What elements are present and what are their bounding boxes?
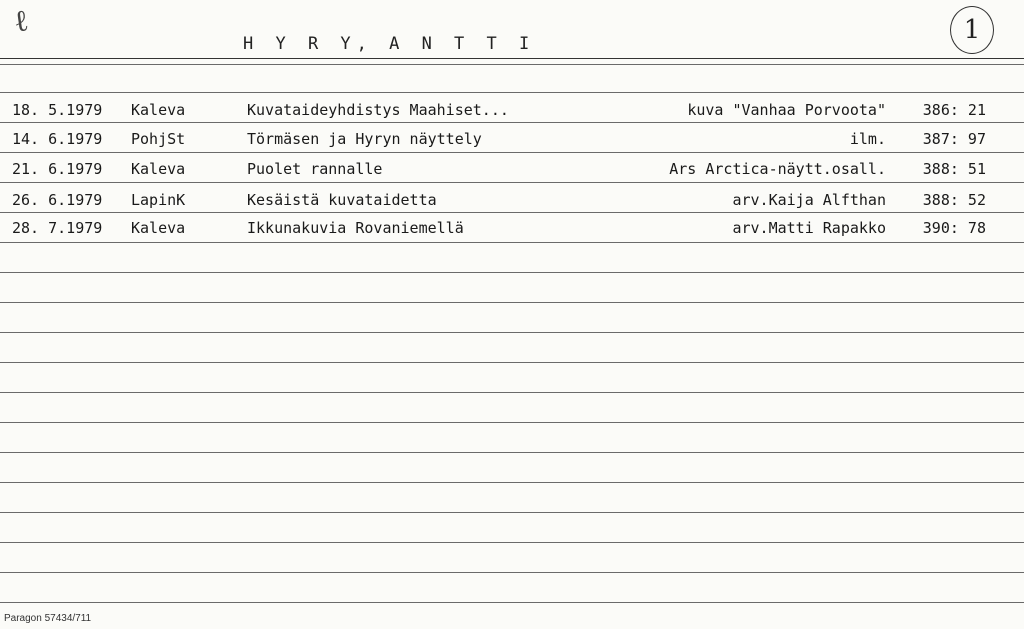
rule-line [0,242,1024,243]
rule-line [0,152,1024,153]
entry-note: arv.Matti Rapakko [732,219,886,237]
rule-line [0,362,1024,363]
entry-note: Ars Arctica-näytt.osall. [669,160,886,178]
entry-note: arv.Kaija Alfthan [732,191,886,209]
entry-reference: 388: 51 [922,160,986,178]
entry-reference: 390: 78 [922,219,986,237]
rule-line [0,64,1024,65]
entry-note: ilm. [849,130,886,148]
rule-line [0,122,1024,123]
rule-line [0,182,1024,183]
entry-date: 21. 6.1979 [12,160,103,178]
entry-date: 14. 6.1979 [12,130,103,148]
rule-line [0,272,1024,273]
entry-row [0,215,1024,239]
entry-date: 18. 5.1979 [12,101,103,119]
entry-date: 28. 7.1979 [12,219,103,237]
entry-row [0,97,1024,121]
entry-source: Kaleva [131,219,186,237]
entry-reference: 388: 52 [922,191,986,209]
rule-line [0,542,1024,543]
entry-source: LapinK [131,191,186,209]
entry-note: kuva "Vanhaa Porvoota" [687,101,886,119]
rule-line [0,302,1024,303]
rule-line [0,482,1024,483]
entry-date: 26. 6.1979 [12,191,103,209]
rule-line [0,422,1024,423]
rule-line [0,58,1024,59]
entry-title: Ikkunakuvia Rovaniemellä [247,219,464,237]
rule-line [0,572,1024,573]
card-number-circle [950,6,994,54]
rule-line [0,452,1024,453]
entry-source: Kaleva [131,101,186,119]
rule-line [0,392,1024,393]
entry-row [0,187,1024,211]
entry-title: Kuvataideyhdistys Maahiset... [247,101,509,119]
rule-line [0,212,1024,213]
entry-reference: 387: 97 [922,130,986,148]
rule-line [0,602,1024,603]
entry-title: Kesäistä kuvataidetta [247,191,437,209]
card-number: 1 [963,15,981,45]
entry-reference: 386: 21 [922,101,986,119]
rule-line [0,512,1024,513]
entry-title: Puolet rannalle [247,160,383,178]
printer-imprint: Paragon 57434/711 [4,613,92,624]
rule-line [0,92,1024,93]
entry-row [0,126,1024,150]
handwritten-corner-mark: ℓ [11,3,31,40]
entry-source: Kaleva [131,160,186,178]
rule-line [0,332,1024,333]
card-title: H Y R Y, A N T T I [243,34,536,54]
entry-row [0,156,1024,180]
entry-title: Törmäsen ja Hyryn näyttely [247,130,482,148]
entry-source: PohjSt [131,130,186,148]
